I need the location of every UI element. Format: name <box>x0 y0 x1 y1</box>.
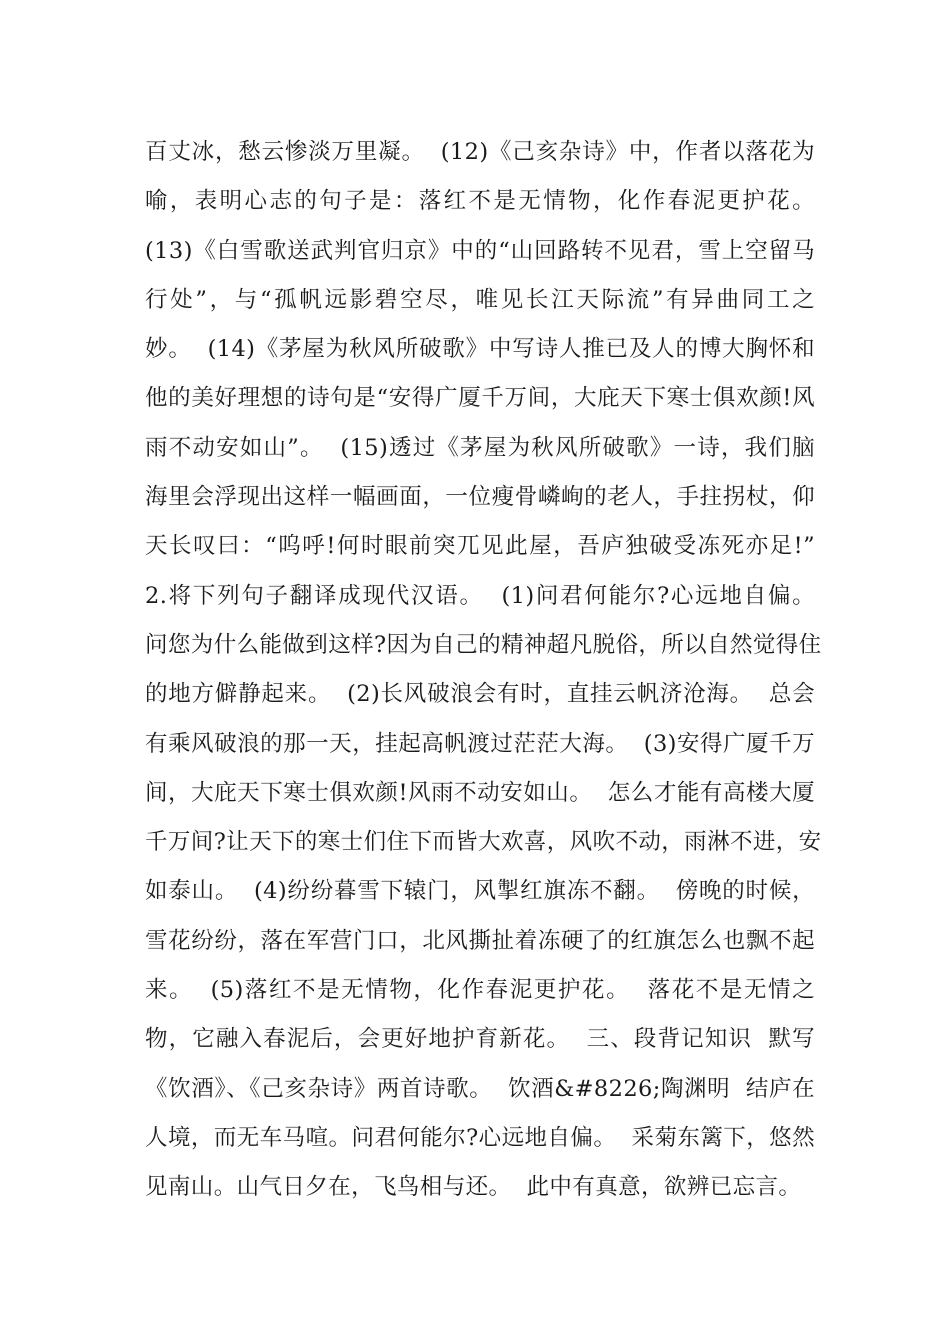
text-line: 有乘风破浪的那一天，挂起高帆渡过茫茫大海。 (3)安得广厦千万 <box>145 730 815 757</box>
text-line: 雨不动安如山”。 (15)透过《茅屋为秋风所破歌》一诗，我们脑 <box>145 434 815 461</box>
text-line: 妙。 (14)《茅屋为秋风所破歌》中写诗人推已及人的博大胸怀和 <box>145 336 815 363</box>
text-line: 如泰山。 (4)纷纷暮雪下辕门，风掣红旗冻不翻。 傍晚的时候， <box>145 878 815 905</box>
text-line: 百丈冰，愁云惨淡万里凝。 (12)《己亥杂诗》中，作者以落花为 <box>145 139 815 165</box>
text-line: 行处”，与“孤帆远影碧空尽，唯见长江天际流”有异曲同工之 <box>145 286 815 313</box>
text-line: 海里会浮现出这样一幅画面，一位瘦骨嶙峋的老人，手拄拐杖，仰 <box>145 484 815 511</box>
text-line: 天长叹曰：“呜呼!何时眼前突兀见此屋，吾庐独破受冻死亦足!” <box>145 533 815 560</box>
text-line: (13)《白雪歌送武判官归京》中的“山回路转不见君，雪上空留马 <box>145 237 815 264</box>
text-line: 来。 (5)落红不是无情物，化作春泥更护花。 落花不是无情之 <box>145 977 815 1004</box>
text-line: 问您为什么能做到这样?因为自己的精神超凡脱俗，所以自然觉得住 <box>145 631 822 658</box>
text-line: 千万间?让天下的寒士们住下而皆大欢喜，风吹不动，雨淋不进，安 <box>145 829 822 856</box>
body-text <box>145 128 822 1213</box>
text-line: 喻，表明心志的句子是：落红不是无情物，化作春泥更护花。 <box>145 188 815 215</box>
text-line: 的地方僻静起来。 (2)长风破浪会有时，直挂云帆济沧海。 总会 <box>145 681 815 708</box>
text-line: 《饮酒》、《己亥杂诗》两首诗歌。 饮酒&#8226;陶渊明 结庐在 <box>145 1075 815 1102</box>
text-line: 见南山。山气日夕在，飞鸟相与还。 此中有真意，欲辨已忘言。 <box>145 1174 802 1201</box>
text-line: 他的美好理想的诗句是“安得广厦千万间，大庇天下寒士俱欢颜!风 <box>145 385 815 412</box>
text-line: 2.将下列句子翻译成现代汉语。 (1)问君何能尔?心远地自偏。 <box>145 582 815 609</box>
text-line: 雪花纷纷，落在军营门口，北风撕扯着冻硬了的红旗怎么也飘不起 <box>145 927 815 954</box>
text-line: 人境，而无车马喧。问君何能尔?心远地自偏。 采菊东篱下，悠然 <box>145 1124 815 1151</box>
text-line: 间，大庇天下寒士俱欢颜!风雨不动安如山。 怎么才能有高楼大厦 <box>145 779 815 806</box>
text-line: 物，它融入春泥后，会更好地护育新花。 三、段背记知识 默写 <box>145 1026 815 1053</box>
